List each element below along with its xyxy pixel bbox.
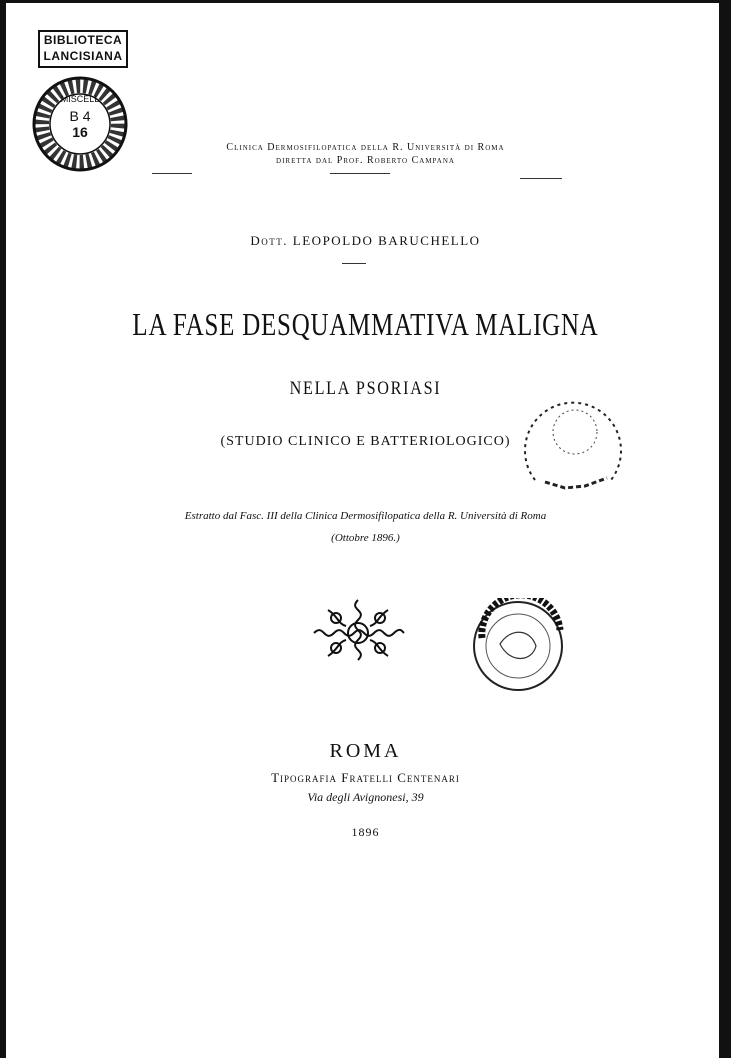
header-rule-left bbox=[152, 173, 192, 174]
header-rule-middle bbox=[330, 173, 390, 174]
library-stamp-icon bbox=[515, 380, 627, 496]
stamp-number: 16 bbox=[72, 124, 88, 140]
date-line: (Ottobre 1896.) bbox=[331, 532, 400, 544]
library-stamp-icon bbox=[470, 598, 574, 694]
author-line: Dott. LEOPOLDO BARUCHELLO bbox=[250, 233, 481, 248]
imprint-printer: Tipografia Fratelli Centenari bbox=[271, 770, 460, 785]
imprint-city: ROMA bbox=[329, 740, 402, 762]
document-subtitle: NELLA PSORIASI bbox=[289, 378, 442, 399]
header-line-2: diretta dal Prof. Roberto Campana bbox=[276, 155, 455, 166]
excerpt-line: Estratto dal Fasc. III della Clinica Dermosifilopatica della R. Università di Roma bbox=[184, 510, 547, 522]
document-title: LA FASE DESQUAMMATIVA MALIGNA bbox=[132, 306, 599, 342]
scan-border-top bbox=[0, 0, 731, 3]
stamp-shelf-mark: B 4 bbox=[69, 108, 91, 124]
stamp-shelf-line: MISCELL bbox=[60, 94, 100, 104]
floral-ornament-icon bbox=[308, 596, 408, 670]
imprint-address: Via degli Avignonesi, 39 bbox=[307, 790, 424, 804]
author-rule bbox=[342, 263, 366, 264]
imprint-year: 1896 bbox=[351, 825, 380, 839]
study-note: (STUDIO CLINICO E BATTERIOLOGICO) bbox=[220, 434, 511, 449]
library-label bbox=[38, 30, 128, 68]
library-label-line1: BIBLIOTECA bbox=[43, 33, 123, 47]
header-line-1: Clinica Dermosifilopatica della R. Università di Roma bbox=[226, 142, 505, 153]
header-rule-right bbox=[520, 178, 562, 179]
library-label-line2: LANCISIANA bbox=[43, 49, 123, 63]
